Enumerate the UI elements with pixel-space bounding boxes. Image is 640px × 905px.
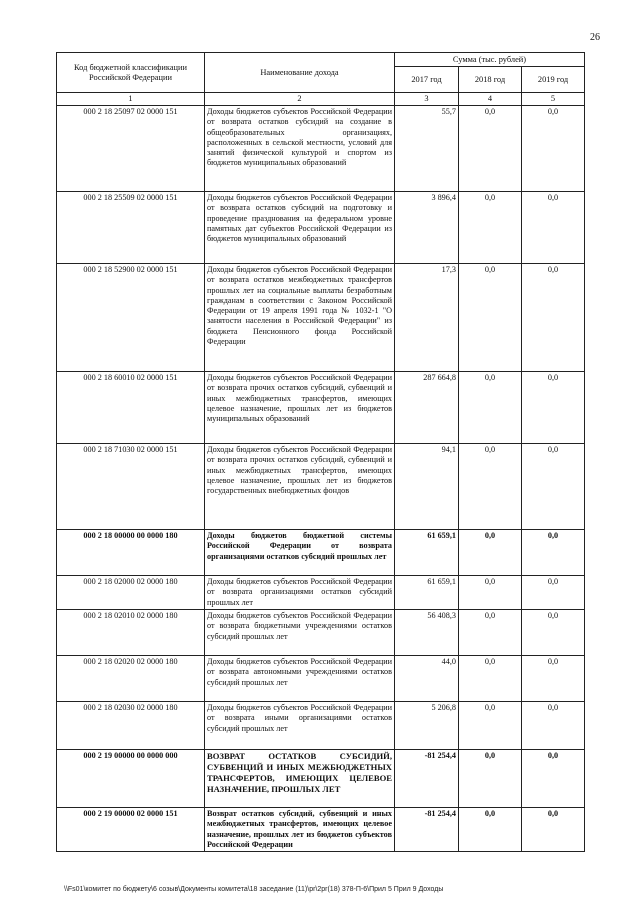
column-number: 4 — [459, 93, 522, 106]
budget-code-cell: 000 2 19 00000 02 0000 151 — [57, 808, 205, 852]
budget-code-cell: 000 2 18 25097 02 0000 151 — [57, 106, 205, 192]
amount-2017-cell: 61 659,1 — [395, 530, 459, 576]
amount-2019-cell: 0,0 — [522, 444, 585, 530]
amount-2017-cell: 17,3 — [395, 264, 459, 372]
table-row — [57, 530, 585, 576]
table-row — [57, 610, 585, 656]
table-row — [57, 264, 585, 372]
amount-2018-cell: 0,0 — [459, 372, 522, 444]
table-row — [57, 192, 585, 264]
amount-2018-cell: 0,0 — [459, 610, 522, 656]
revenue-name-cell: Возврат остатков субсидий, субвенций и иных межбюджетных трансфертов, имеющих целевое назначение, прошлых лет из бюджетов субъектов Российской Федерации — [205, 808, 395, 852]
amount-2019-cell: 0,0 — [522, 702, 585, 750]
amount-2019-cell: 0,0 — [522, 372, 585, 444]
budget-code-cell: 000 2 18 00000 00 0000 180 — [57, 530, 205, 576]
table-row — [57, 702, 585, 750]
revenue-name-cell: Доходы бюджетов бюджетной системы Российской Федерации от возврата организациями остатков субсидий прошлых лет — [205, 530, 395, 576]
header-name: Наименование дохода — [205, 53, 395, 93]
budget-code-cell: 000 2 18 02000 02 0000 180 — [57, 576, 205, 610]
revenue-name-cell: Доходы бюджетов субъектов Российской Федерации от возврата бюджетными учреждениями остатков субсидий прошлых лет — [205, 610, 395, 656]
table-body — [57, 106, 585, 852]
budget-code-cell: 000 2 18 02030 02 0000 180 — [57, 702, 205, 750]
amount-2019-cell: 0,0 — [522, 106, 585, 192]
amount-2018-cell: 0,0 — [459, 750, 522, 808]
amount-2018-cell: 0,0 — [459, 530, 522, 576]
header-year-2017: 2017 год — [395, 67, 459, 93]
column-number: 2 — [205, 93, 395, 106]
table-row — [57, 106, 585, 192]
file-path-footer: \\Fs01\комитет по бюджету\6 созыв\Документы комитета\18 заседание (11)\pr\2pr(18) 378-П-6\Прил 5 Прил 9 Доходы — [64, 886, 444, 893]
revenue-name-cell: ВОЗВРАТ ОСТАТКОВ СУБСИДИЙ, СУБВЕНЦИЙ И ИНЫХ МЕЖБЮДЖЕТНЫХ ТРАНСФЕРТОВ, ИМЕЮЩИХ ЦЕЛЕВОЕ НАЗНАЧЕНИЕ, ПРОШЛЫХ ЛЕТ — [205, 750, 395, 808]
table-row — [57, 808, 585, 852]
header-code: Код бюджетной классификации Российской Федерации — [57, 53, 205, 93]
table-row — [57, 656, 585, 702]
amount-2019-cell: 0,0 — [522, 576, 585, 610]
amount-2018-cell: 0,0 — [459, 264, 522, 372]
amount-2017-cell: 94,1 — [395, 444, 459, 530]
amount-2017-cell: 3 896,4 — [395, 192, 459, 264]
amount-2018-cell: 0,0 — [459, 192, 522, 264]
amount-2019-cell: 0,0 — [522, 656, 585, 702]
amount-2019-cell: 0,0 — [522, 192, 585, 264]
table-row — [57, 372, 585, 444]
table-row — [57, 750, 585, 808]
amount-2019-cell: 0,0 — [522, 264, 585, 372]
column-number: 1 — [57, 93, 205, 106]
amount-2018-cell: 0,0 — [459, 656, 522, 702]
revenue-name-cell: Доходы бюджетов субъектов Российской Федерации от возврата прочих остатков субсидий, субвенций и иных межбюджетных трансфертов, имеющих целевое назначение, прошлых лет из бюджетов государственных внебюджетных фондов — [205, 444, 395, 530]
table-row — [57, 444, 585, 530]
amount-2018-cell: 0,0 — [459, 106, 522, 192]
revenue-name-cell: Доходы бюджетов субъектов Российской Федерации от возврата прочих остатков субсидий, субвенций и иных межбюджетных трансфертов, имеющих целевое назначение, прошлых лет из бюджетов муниципальных образований — [205, 372, 395, 444]
column-number: 3 — [395, 93, 459, 106]
amount-2019-cell: 0,0 — [522, 610, 585, 656]
amount-2019-cell: 0,0 — [522, 750, 585, 808]
revenue-table — [56, 52, 585, 852]
amount-2018-cell: 0,0 — [459, 444, 522, 530]
column-number: 5 — [522, 93, 585, 106]
amount-2017-cell: 61 659,1 — [395, 576, 459, 610]
header-year-2018: 2018 год — [459, 67, 522, 93]
amount-2017-cell: 5 206,8 — [395, 702, 459, 750]
budget-code-cell: 000 2 18 71030 02 0000 151 — [57, 444, 205, 530]
amount-2018-cell: 0,0 — [459, 576, 522, 610]
budget-code-cell: 000 2 18 02010 02 0000 180 — [57, 610, 205, 656]
revenue-name-cell: Доходы бюджетов субъектов Российской Федерации от возврата остатков субсидий на подготовку и проведение празднования на федеральном уровне памятных дат субъектов Российской Федерации из бюджетов муниципальных образований — [205, 192, 395, 264]
header-sum: Сумма (тыс. рублей) — [395, 53, 585, 67]
revenue-name-cell: Доходы бюджетов субъектов Российской Федерации от возврата иными организациями остатков субсидий прошлых лет — [205, 702, 395, 750]
revenue-name-cell: Доходы бюджетов субъектов Российской Федерации от возврата остатков межбюджетных трансфертов прошлых лет на социальные выплаты безработным гражданам в соответствии с Законом Российской Федерации от 19 апреля 1991 года № 1032-1 "О занятости населения в Российской Федерации" из бюджета Пенсионного фонда Российской Федерации — [205, 264, 395, 372]
budget-code-cell: 000 2 18 52900 02 0000 151 — [57, 264, 205, 372]
amount-2017-cell: 55,7 — [395, 106, 459, 192]
budget-code-cell: 000 2 18 60010 02 0000 151 — [57, 372, 205, 444]
revenue-name-cell: Доходы бюджетов субъектов Российской Федерации от возврата организациями остатков субсидий прошлых лет — [205, 576, 395, 610]
budget-code-cell: 000 2 19 00000 00 0000 000 — [57, 750, 205, 808]
amount-2017-cell: -81 254,4 — [395, 750, 459, 808]
header-year-2019: 2019 год — [522, 67, 585, 93]
amount-2017-cell: 287 664,8 — [395, 372, 459, 444]
amount-2017-cell: 56 408,3 — [395, 610, 459, 656]
revenue-name-cell: Доходы бюджетов субъектов Российской Федерации от возврата остатков субсидий на создание в общеобразовательных организациях, расположенных в сельской местности, условий для занятий физической культурой и спортом из бюджетов муниципальных образований — [205, 106, 395, 192]
budget-code-cell: 000 2 18 25509 02 0000 151 — [57, 192, 205, 264]
amount-2018-cell: 0,0 — [459, 702, 522, 750]
amount-2019-cell: 0,0 — [522, 808, 585, 852]
revenue-name-cell: Доходы бюджетов субъектов Российской Федерации от возврата автономными учреждениями остатков субсидий прошлых лет — [205, 656, 395, 702]
table-row — [57, 576, 585, 610]
page-number: 26 — [590, 32, 600, 43]
amount-2017-cell: 44,0 — [395, 656, 459, 702]
budget-code-cell: 000 2 18 02020 02 0000 180 — [57, 656, 205, 702]
amount-2018-cell: 0,0 — [459, 808, 522, 852]
amount-2017-cell: -81 254,4 — [395, 808, 459, 852]
amount-2019-cell: 0,0 — [522, 530, 585, 576]
